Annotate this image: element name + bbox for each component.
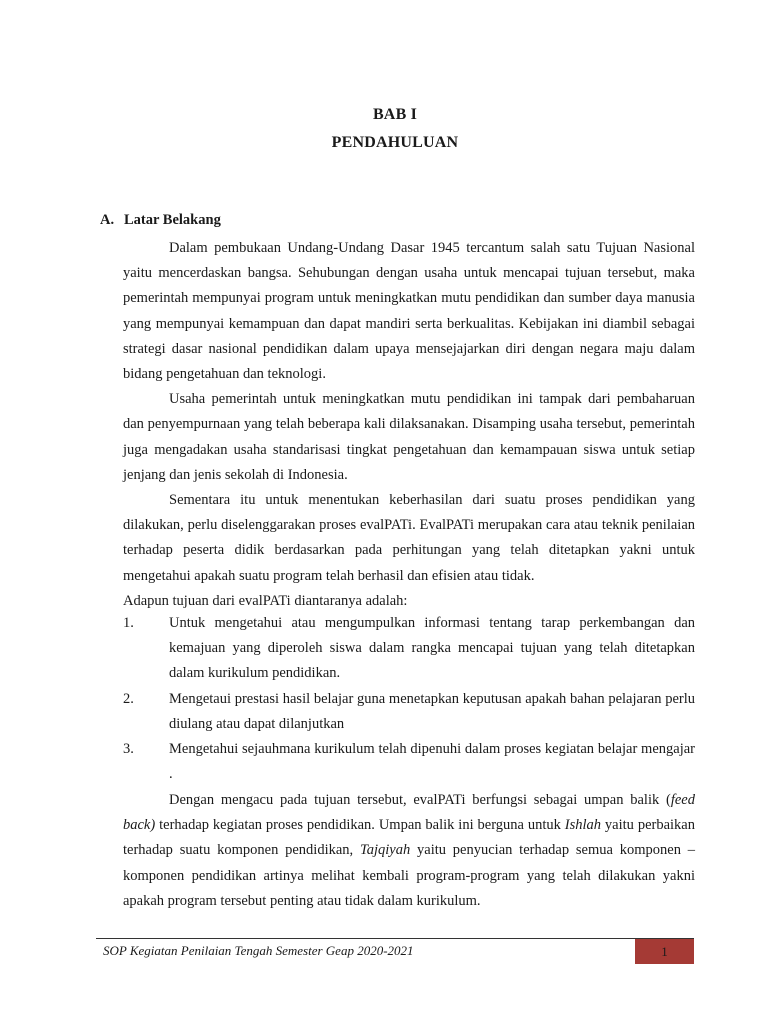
closing-text-4: yaitu penyucian terhadap semua komponen – komponen pendidikan artinya melihat kembali program-program yang telah dilakukan yakni apakah program tersebut penting atau tidak dalam kurikulum.: [123, 842, 695, 909]
term-feed-back: feed back): [123, 792, 695, 834]
list-item-number: 3.: [123, 741, 134, 758]
footer-title: SOP Kegiatan Penilaian Tengah Semester Geap 2020-2021: [103, 943, 414, 958]
list-item: [123, 611, 695, 687]
list-item-text: Untuk mengetahui atau mengumpulkan informasi tentang tarap perkembangan dan kemajuan yang diperoleh siswa dalam rangka mencapai tujuan yang telah ditetapkan dalam kurikulum pendidikan.: [169, 615, 695, 682]
closing-paragraph: [123, 788, 695, 914]
body-text: [123, 236, 695, 614]
section-heading: [100, 212, 221, 229]
list-item-number: 2.: [123, 690, 134, 707]
page-number: 1: [635, 939, 694, 964]
chapter-label: BAB I: [372, 106, 418, 123]
term-tajqiyah: Tajqiyah: [359, 842, 411, 859]
section-title: Latar Belakang: [124, 212, 221, 228]
closing-text-2: terhadap kegiatan proses pendidikan. Umpan balik ini berguna untuk: [155, 817, 565, 834]
list-item-number: 1.: [123, 615, 134, 631]
paragraph-3: Sementara itu untuk menentukan keberhasilan dari suatu proses pendidikan yang dilakukan, perlu diselenggarakan proses evalPATi. EvalPATi merupakan cara atau teknik penilaian terhadap peserta didik berdasarkan pada perhitungan yang telah ditetapkan yakni untuk mengetahui apakah suatu program telah berhasil dan efisien atau tidak.: [123, 492, 695, 584]
term-ishlah: Ishlah: [564, 817, 602, 834]
list-item: [123, 737, 695, 787]
closing-text-3: yaitu perbaikan terhadap suatu komponen pendidikan,: [123, 817, 695, 859]
list-item-text: Mengetahui sejauhmana kurikulum telah dipenuhi dalam proses kegiatan belajar mengajar .: [169, 741, 695, 783]
list-item-text: Mengetaui prestasi hasil belajar guna menetapkan keputusan apakah bahan pelajaran perlu diulang atau dapat dilanjutkan: [169, 690, 695, 732]
objectives-list: [123, 611, 695, 787]
list-intro: Adapun tujuan dari evalPATi diantaranya adalah:: [123, 592, 408, 609]
list-item: [123, 687, 695, 737]
footer-divider: [96, 938, 694, 939]
paragraph-2: Usaha pemerintah untuk meningkatkan mutu pendidikan ini tampak dari pembaharuan dan penyempurnaan yang telah beberapa kali dilaksanakan. Disamping usaha tersebut, pemerintah juga mengadakan usaha standarisasi tingkat pengetahuan dan kemampauan siswa untuk setiap jenjang dan jenis sekolah di Indonesia.: [123, 391, 695, 483]
paragraph-1: Dalam pembukaan Undang-Undang Dasar 1945 tercantum salah satu Tujuan Nasional yaitu mencerdaskan bangsa. Sehubungan dengan usaha untuk mencapai tujuan tersebut, maka pemerintah mempunyai program untuk meningkatkan mutu pendidikan dan sumber daya manusia yang mempunyai kemampuan dan dapat mandiri serta berkualitas. Kebijakan ini diambil sebagai strategi dasar nasional pendidikan dalam upaya mensejajarkan diri dengan negara maju dalam bidang pengetahuan dan teknologi.: [123, 240, 695, 383]
chapter-title: PENDAHULUAN: [331, 134, 459, 151]
closing-text-1: Dengan mengacu pada tujuan tersebut, evalPATi berfungsi sebagai umpan balik (: [169, 792, 671, 808]
section-letter: A.: [100, 212, 115, 228]
